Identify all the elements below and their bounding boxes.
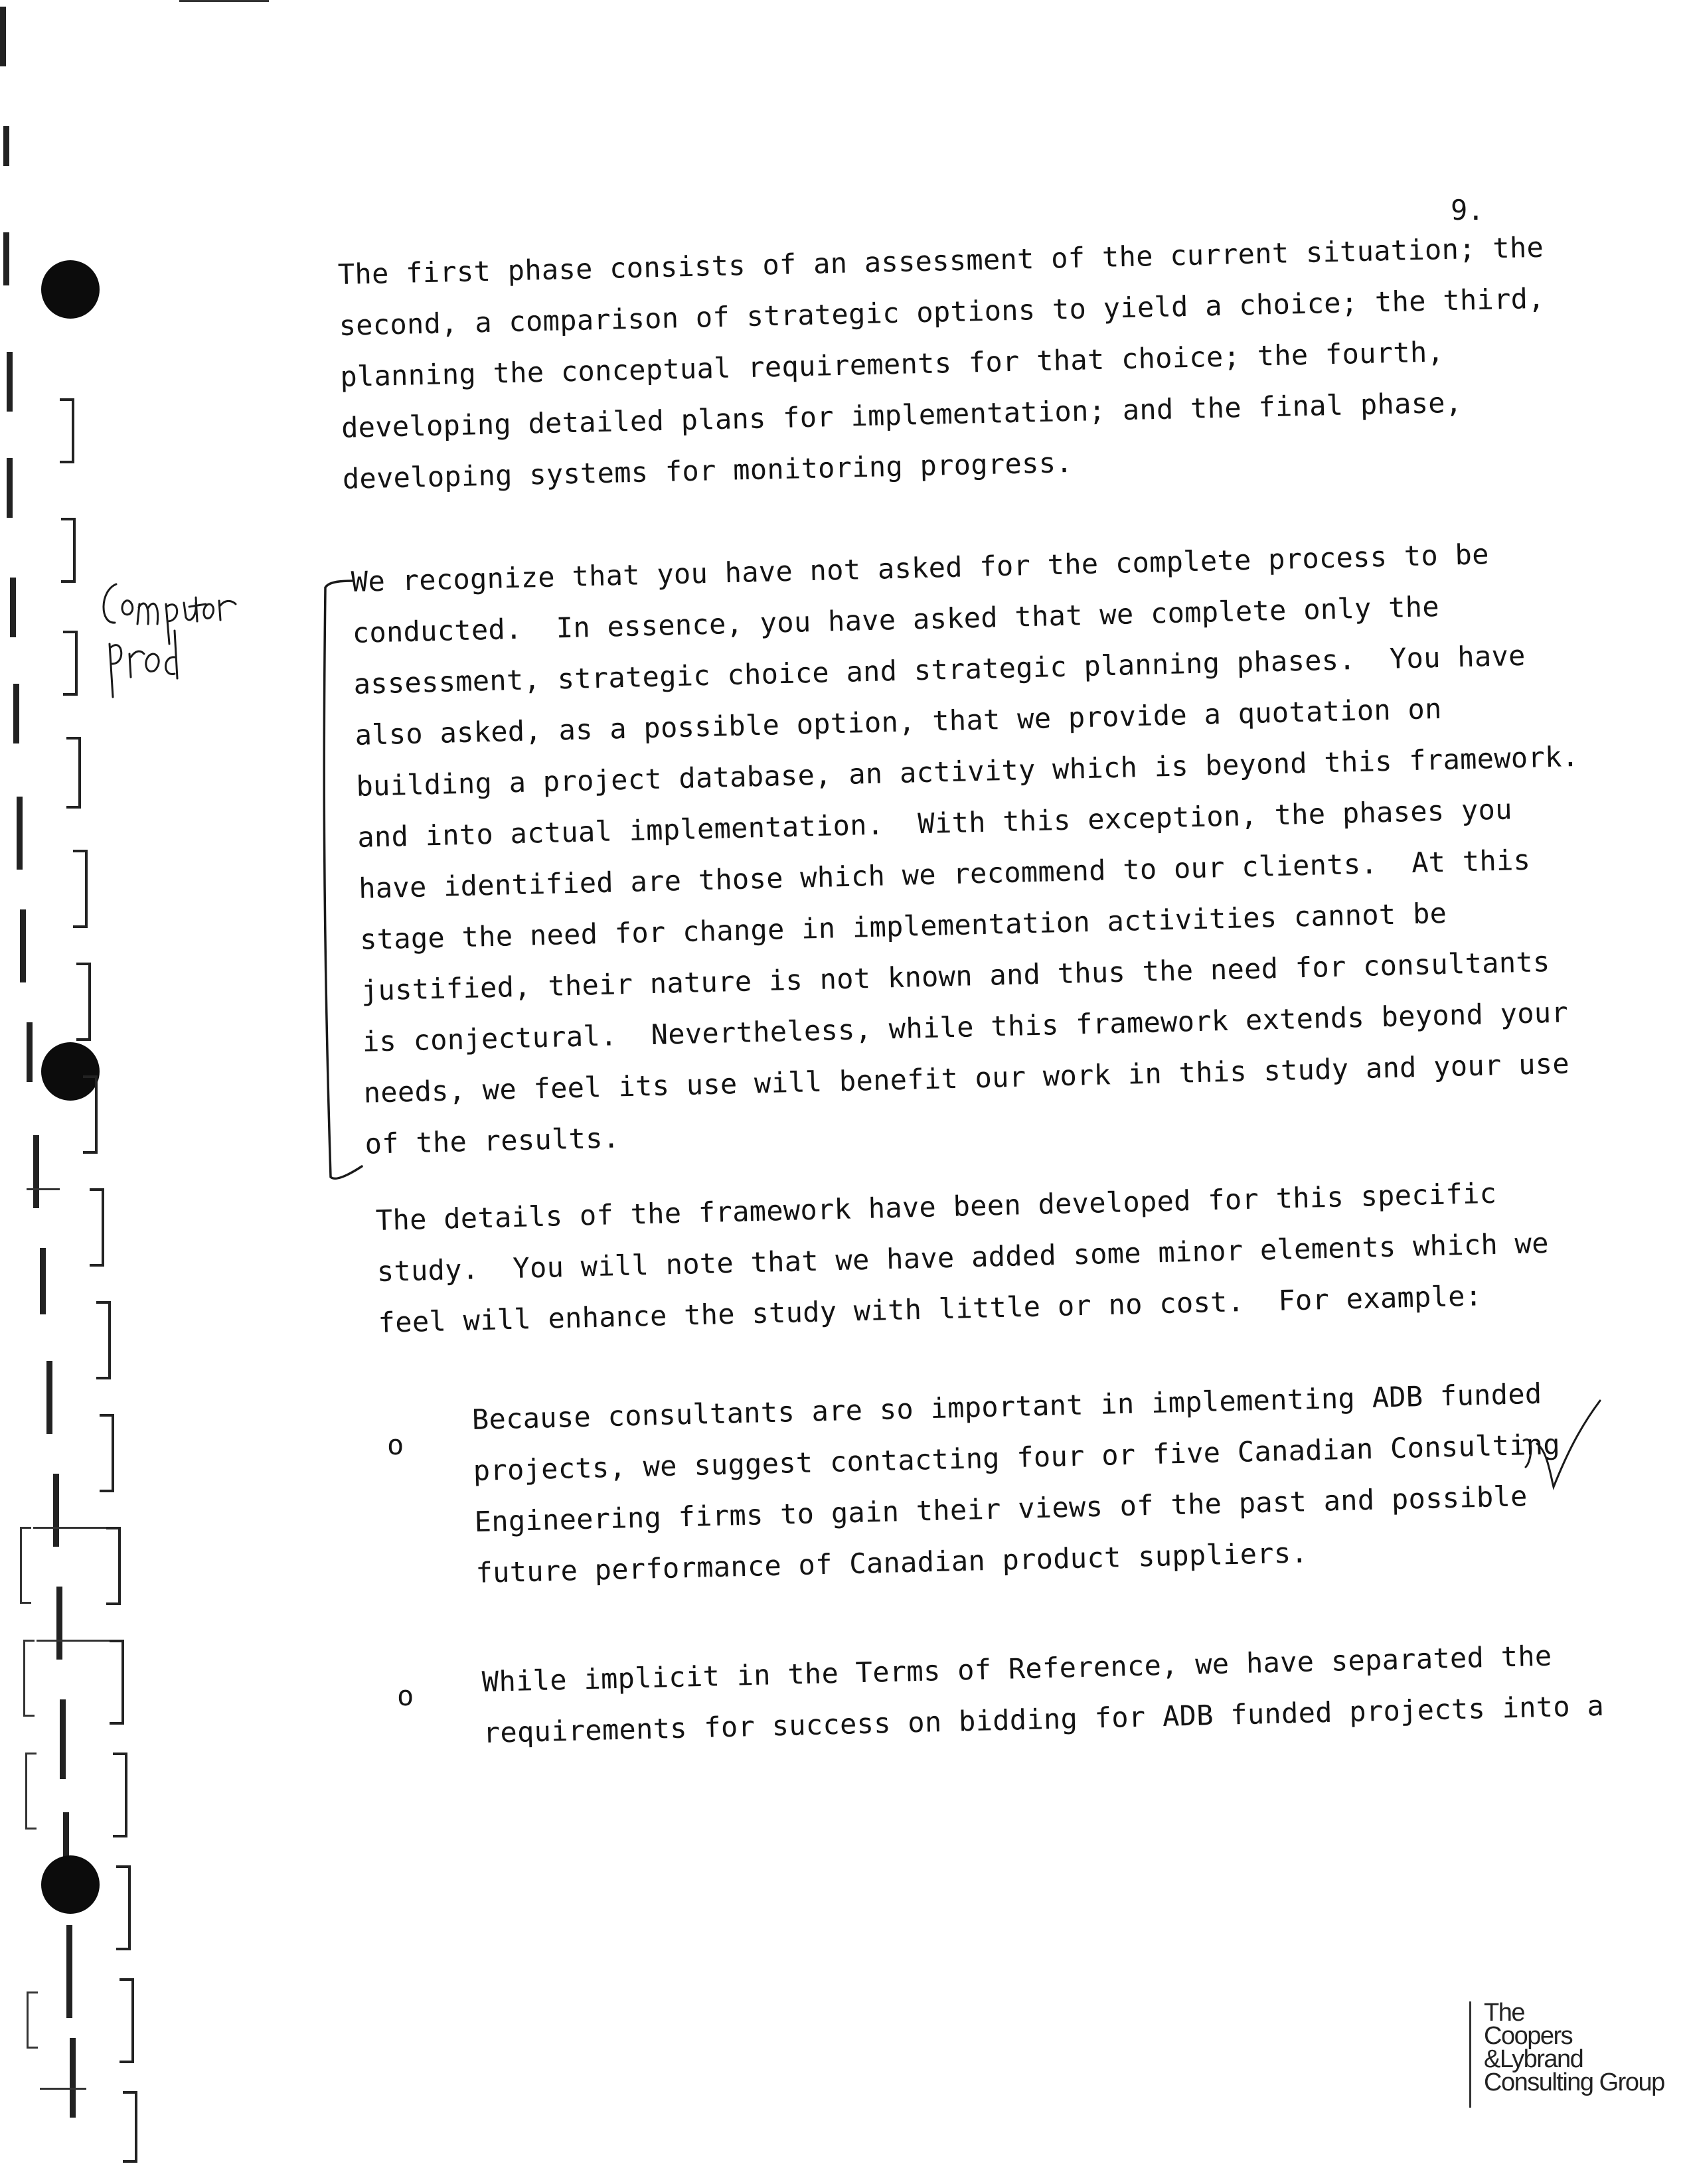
binder-tab-mark xyxy=(63,631,78,696)
top-edge-line xyxy=(179,0,269,2)
logo-text xyxy=(1484,2001,1664,2094)
logo-line-the: The xyxy=(1484,1999,1524,2027)
binder-tab-mark xyxy=(66,737,81,809)
punch-hole xyxy=(41,1855,100,1914)
binder-strip xyxy=(3,232,9,285)
binder-strip xyxy=(0,7,6,66)
binder-strip xyxy=(27,1022,33,1082)
binder-tab-mark xyxy=(116,1865,131,1950)
paragraph-phases: The first phase consists of an assessment of the current situation; the second, a comparison of strategic options to yield a choice; the third, planning the conceptual requirements for that choice; the fourth, developing detailed plans for implementation; and the final phase, developing systems for monitoring progress. xyxy=(337,230,1546,495)
binder-strip xyxy=(10,578,16,637)
binder-strip xyxy=(66,1925,72,2018)
binder-margin xyxy=(0,0,173,2184)
binder-tab-mark xyxy=(27,1991,38,2049)
binder-strip xyxy=(13,684,19,743)
binder-tab-mark xyxy=(120,1978,134,2063)
bullet-marker: o xyxy=(397,1679,414,1712)
bullet-marker: o xyxy=(387,1429,404,1461)
binder-strip xyxy=(46,1361,52,1434)
binder-tick xyxy=(37,1640,110,1642)
binder-strip xyxy=(17,797,23,870)
logo-line-lybrand: &Lybrand xyxy=(1484,2045,1583,2073)
binder-tick xyxy=(33,1527,106,1529)
logo-line-consulting-group: Consulting Group xyxy=(1484,2068,1664,2096)
paragraph-framework-details: The details of the framework have been developed for this specific study. You will note that we have added some minor elements which we feel will enhance the study with little or no cost. For example: xyxy=(375,1176,1550,1339)
binder-strip xyxy=(70,2038,76,2118)
binder-tab-mark xyxy=(73,850,88,928)
paragraph-scope: We recognize that you have not asked for the complete process to be conducted. In essence, you have asked that we complete only the assessment, strategic choice and strategic planning phases. You have also asked, as a possible option, that we provide a quotation on building a project database, an activity which is beyond this framework. and into actual implementation. With this exception, the phases you have identified are those which we recommend to our clients. At this stage the need for change in implementation activities cannot be justified, their nature is not known and thus the need for consultants is conjectural. Nevertheless, while this framework extends beyond your needs, we feel its use will benefit our work in this study and your use of the results. xyxy=(351,538,1579,1160)
binder-tab-mark xyxy=(110,1640,124,1725)
binder-tab-mark xyxy=(83,1075,98,1154)
binder-strip xyxy=(3,126,9,166)
binder-strip xyxy=(56,1587,62,1660)
binder-tab-mark xyxy=(90,1188,104,1267)
bullet-item-consultants: Because consultants are so important in implementing ADB funded projects, we suggest contacting four or five Canadian Consulting Engineering firms to gain their views of the past and possible future performance of Canadian product suppliers. xyxy=(471,1377,1561,1589)
bullet-item-terms-of-reference: While implicit in the Terms of Reference, we have separated the requirements for success on bidding for ADB funded projects into a xyxy=(481,1639,1605,1749)
handwritten-margin-note xyxy=(96,564,242,717)
binder-strip xyxy=(33,1135,39,1208)
binder-tick xyxy=(27,1188,60,1190)
binder-tab-mark xyxy=(20,1527,31,1604)
binder-tab-mark xyxy=(100,1414,114,1492)
logo-rule xyxy=(1469,2001,1471,2108)
punch-hole xyxy=(41,260,100,319)
binder-strip xyxy=(40,1248,46,1314)
binder-strip xyxy=(20,909,26,982)
binder-tab-mark xyxy=(113,1753,127,1837)
binder-tab-mark xyxy=(123,2091,137,2163)
binder-tab-mark xyxy=(106,1527,121,1605)
page-number: 9. xyxy=(1451,194,1485,226)
binder-strip xyxy=(53,1474,59,1547)
binder-tab-mark xyxy=(60,398,74,463)
binder-tab-mark xyxy=(96,1301,111,1379)
binder-strip xyxy=(7,352,13,412)
binder-tab-mark xyxy=(76,963,91,1041)
binder-strip xyxy=(60,1699,66,1779)
binder-tick xyxy=(40,2088,86,2090)
binder-tab-mark xyxy=(23,1640,35,1717)
binder-tab-mark xyxy=(61,518,76,583)
binder-strip xyxy=(7,458,13,518)
logo-line-coopers: Coopers xyxy=(1484,2022,1573,2050)
binder-tab-mark xyxy=(25,1753,37,1830)
